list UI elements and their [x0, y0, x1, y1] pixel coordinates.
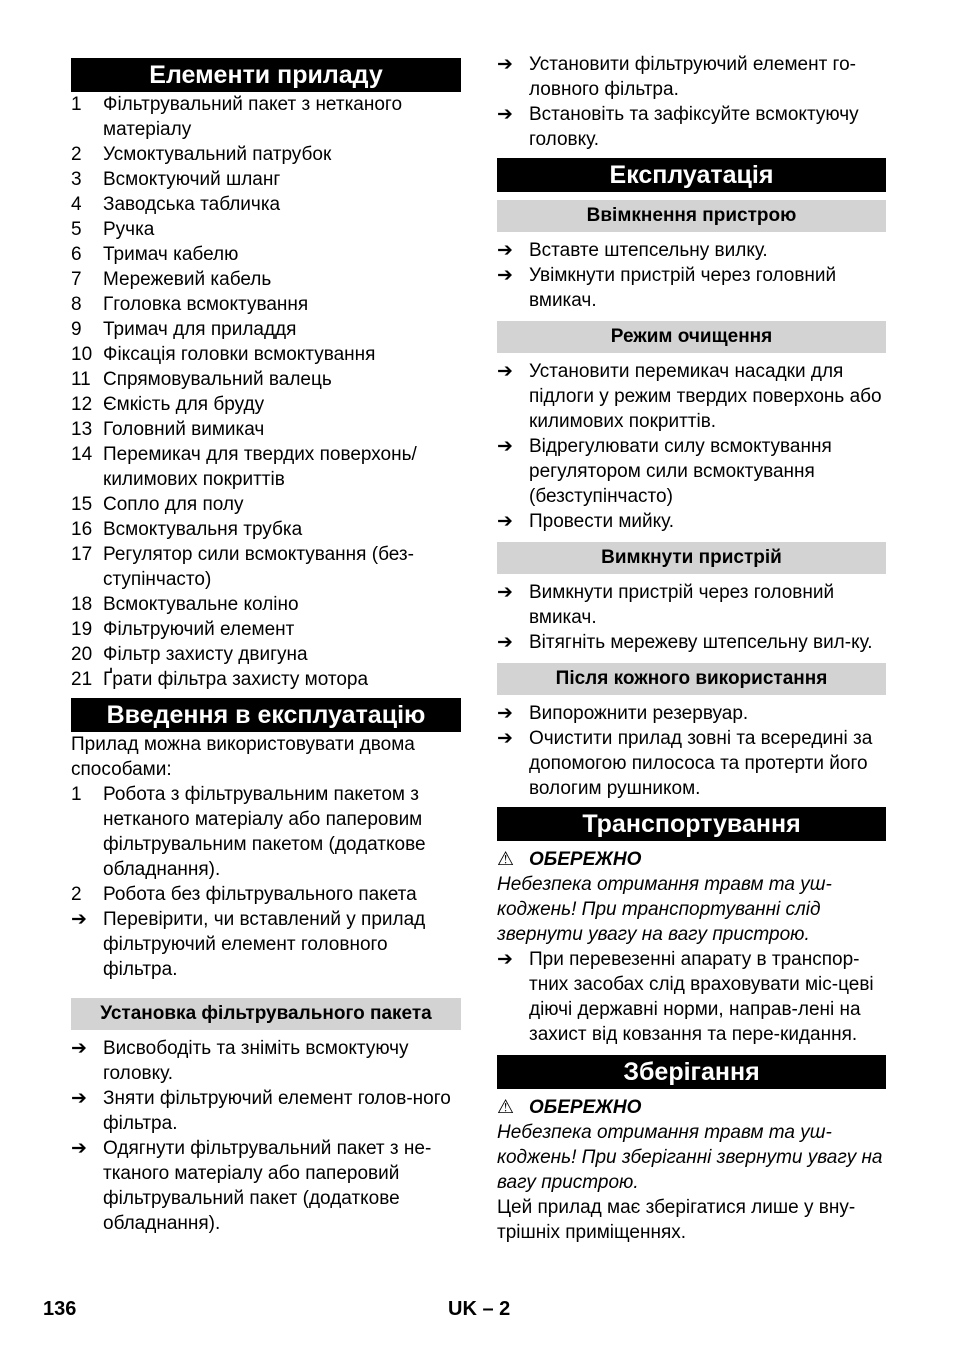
list-item	[71, 267, 461, 292]
item-number: 20	[71, 644, 93, 665]
item-text: Всмоктуючий шланг	[103, 169, 281, 190]
item-number: 17	[71, 544, 93, 565]
list-item	[71, 92, 461, 142]
left-column	[71, 58, 461, 1236]
item-text: Мережевий кабель	[103, 269, 272, 290]
list-item	[71, 542, 461, 592]
warning-label-text: ОБЕРЕЖНО	[529, 849, 642, 870]
item-text: Фіксація головки всмоктування	[103, 344, 376, 365]
arrow-icon: ➔	[71, 909, 87, 930]
arrow-icon: ➔	[497, 582, 513, 603]
transport-warning-text: Небезпека отримання травм та уш-коджень! При транспортуванні слід звернути увагу на вагу пристрою.	[497, 874, 832, 945]
step-item	[497, 359, 886, 434]
list-item	[71, 517, 461, 542]
cleaning-steps	[497, 359, 886, 534]
item-text: Всмоктувальне коліно	[103, 594, 299, 615]
item-text: Фільтрувальний пакет з нетканого матеріалу	[103, 94, 403, 140]
item-text: Фільтруючий елемент	[103, 619, 295, 640]
list-item	[71, 217, 461, 242]
item-text: Гголовка всмоктування	[103, 294, 309, 315]
item-text: Ємкість для бруду	[103, 394, 265, 415]
step-text: Установити фільтруючий елемент го-ловного фільтра.	[529, 54, 856, 100]
step-item	[497, 263, 886, 313]
step-text: Очистити прилад зовні та всередині за допомогою пилососа та протерти його вологим рушником.	[529, 728, 873, 799]
arrow-icon: ➔	[497, 949, 513, 970]
item-number: 11	[71, 369, 91, 390]
step-item	[497, 726, 886, 801]
item-number: 15	[71, 494, 93, 515]
item-number: 21	[71, 669, 93, 690]
list-item	[71, 667, 461, 692]
list-item	[71, 242, 461, 267]
after-use-steps	[497, 701, 886, 801]
section-title-elements: Елементи приладу	[71, 58, 461, 92]
item-text: Тримач кабелю	[103, 244, 239, 265]
arrow-icon: ➔	[497, 703, 513, 724]
step-text: Вставте штепсельну вилку.	[529, 240, 768, 261]
intro-list	[71, 782, 461, 907]
item-number: 1	[71, 94, 82, 115]
subsection-title-after-use: Після кожного використання	[497, 663, 886, 695]
arrow-icon: ➔	[497, 54, 513, 75]
transport-warning-label	[497, 847, 886, 872]
step-item	[71, 1136, 461, 1236]
step-text: Випорожнити резервуар.	[529, 703, 749, 724]
step-item	[497, 52, 886, 102]
storage-text: Цей прилад має зберігатися лише у вну-трішніх приміщеннях.	[497, 1197, 856, 1243]
list-item	[71, 417, 461, 442]
item-text: Фільтр захисту двигуна	[103, 644, 308, 665]
item-number: 9	[71, 319, 82, 340]
arrow-icon: ➔	[71, 1088, 87, 1109]
list-item	[71, 317, 461, 342]
item-number: 13	[71, 419, 93, 440]
switch-off-steps	[497, 580, 886, 655]
install-steps	[71, 1036, 461, 1236]
step-text: При перевезенні апарату в транспор-тних засобах слід враховувати міс-цеві діючі державні норми, направ-лені на захист від ковзання та пере-кидання.	[529, 949, 874, 1045]
item-text: Спрямовувальний валець	[103, 369, 332, 390]
item-number: 2	[71, 884, 82, 905]
step-text: Вимкнути пристрій через головний вмикач.	[529, 582, 835, 628]
step-item	[497, 434, 886, 509]
arrow-icon: ➔	[71, 1038, 87, 1059]
arrow-icon: ➔	[497, 361, 513, 382]
item-text: Робота з фільтрувальним пакетом з нетканого матеріалу або паперовим фільтрувальним пакетом (додаткове обладнання).	[103, 784, 426, 880]
item-number: 18	[71, 594, 93, 615]
list-item	[71, 292, 461, 317]
item-text: Тримач для приладдя	[103, 319, 297, 340]
item-number: 7	[71, 269, 82, 290]
item-text: Ґрати фільтра захисту мотора	[103, 669, 369, 690]
warning-label-text: ОБЕРЕЖНО	[529, 1097, 642, 1118]
item-number: 19	[71, 619, 93, 640]
step-item	[497, 580, 886, 630]
step-item	[497, 238, 886, 263]
item-number: 16	[71, 519, 93, 540]
item-number: 5	[71, 219, 82, 240]
step-text: Зняти фільтруючий елемент голов-ного фільтра.	[103, 1088, 451, 1134]
item-number: 8	[71, 294, 82, 315]
arrow-icon: ➔	[71, 1138, 87, 1159]
section-title-operation: Експлуатація	[497, 158, 886, 192]
page-number: 136	[43, 1298, 77, 1320]
item-text: Головний вимикач	[103, 419, 265, 440]
step-text: Одягнути фільтрувальний пакет з не-тканого матеріалу або паперовий фільтрувальний пакет (додаткове обладнання).	[103, 1138, 432, 1234]
list-item	[71, 442, 461, 492]
arrow-icon: ➔	[497, 240, 513, 261]
item-text: Робота без фільтрувального пакета	[103, 884, 417, 905]
list-item	[71, 142, 461, 167]
warning-icon: ⚠	[497, 849, 515, 870]
list-item	[71, 617, 461, 642]
item-number: 12	[71, 394, 93, 415]
switch-on-steps	[497, 238, 886, 313]
step-item	[497, 701, 886, 726]
subsection-title-install: Установка фільтрувального пакета	[71, 998, 461, 1030]
step-item	[71, 1036, 461, 1086]
item-text: Регулятор сили всмоктування (без-ступінчасто)	[103, 544, 414, 590]
step-text: Перевірити, чи вставлений у прилад фільтруючий елемент головного фільтра.	[103, 909, 426, 980]
item-number: 3	[71, 169, 82, 190]
storage-warning-label	[497, 1095, 886, 1120]
step-item	[497, 630, 886, 655]
elements-list	[71, 92, 461, 692]
item-number: 10	[71, 344, 93, 365]
item-text: Сопло для полу	[103, 494, 244, 515]
language-page-label: UK – 2	[448, 1298, 511, 1320]
item-text: Перемикач для твердих поверхонь/ килимових покриттів	[103, 444, 417, 490]
list-item	[71, 367, 461, 392]
item-number: 6	[71, 244, 82, 265]
install-steps-continued	[497, 52, 886, 152]
list-item	[71, 782, 461, 882]
list-item	[71, 642, 461, 667]
arrow-icon: ➔	[497, 436, 513, 457]
item-text: Усмоктувальний патрубок	[103, 144, 332, 165]
list-item	[71, 167, 461, 192]
item-text: Заводська табличка	[103, 194, 281, 215]
step-text: Вітягніть мережеву штепсельну вил-ку.	[529, 632, 873, 653]
intro-text: Прилад можна використовувати двома способами:	[71, 734, 415, 780]
item-number: 14	[71, 444, 93, 465]
step-item	[497, 102, 886, 152]
storage-warning-text: Небезпека отримання травм та уш-коджень! При зберіганні звернути увагу на вагу пристрою.	[497, 1122, 883, 1193]
item-number: 4	[71, 194, 82, 215]
subsection-title-switch-on: Ввімкнення пристрою	[497, 200, 886, 232]
arrow-icon: ➔	[497, 265, 513, 286]
item-text: Всмоктувальня трубка	[103, 519, 303, 540]
step-text: Установити перемикач насадки для підлоги у режим твердих поверхонь або килимових покриттів.	[529, 361, 882, 432]
arrow-icon: ➔	[497, 104, 513, 125]
step-text: Відрегулювати силу всмоктування регулятором сили всмоктування (безступінчасто)	[529, 436, 832, 507]
subsection-title-switch-off: Вимкнути пристрій	[497, 542, 886, 574]
step-text: Провести мийку.	[529, 511, 675, 532]
arrow-icon: ➔	[497, 632, 513, 653]
step-text: Висвободіть та зніміть всмоктуючу головку.	[103, 1038, 409, 1084]
transport-step	[497, 947, 886, 1047]
intro-step	[71, 907, 461, 982]
section-title-intro: Введення в експлуатацію	[71, 698, 461, 732]
item-number: 2	[71, 144, 82, 165]
subsection-title-cleaning: Режим очищення	[497, 321, 886, 353]
section-title-transport: Транспортування	[497, 807, 886, 841]
list-item	[71, 592, 461, 617]
section-title-storage: Зберігання	[497, 1055, 886, 1089]
arrow-icon: ➔	[497, 728, 513, 749]
list-item	[71, 342, 461, 367]
step-item	[497, 509, 886, 534]
step-text: Увімкнути пристрій через головний вмикач.	[529, 265, 837, 311]
list-item	[71, 392, 461, 417]
list-item	[71, 192, 461, 217]
item-text: Ручка	[103, 219, 155, 240]
step-text: Встановіть та зафіксуйте всмоктуючу головку.	[529, 104, 859, 150]
right-column	[497, 52, 886, 1245]
list-item	[71, 492, 461, 517]
step-item	[71, 1086, 461, 1136]
item-number: 1	[71, 784, 82, 805]
warning-icon: ⚠	[497, 1097, 515, 1118]
list-item	[71, 882, 461, 907]
arrow-icon: ➔	[497, 511, 513, 532]
